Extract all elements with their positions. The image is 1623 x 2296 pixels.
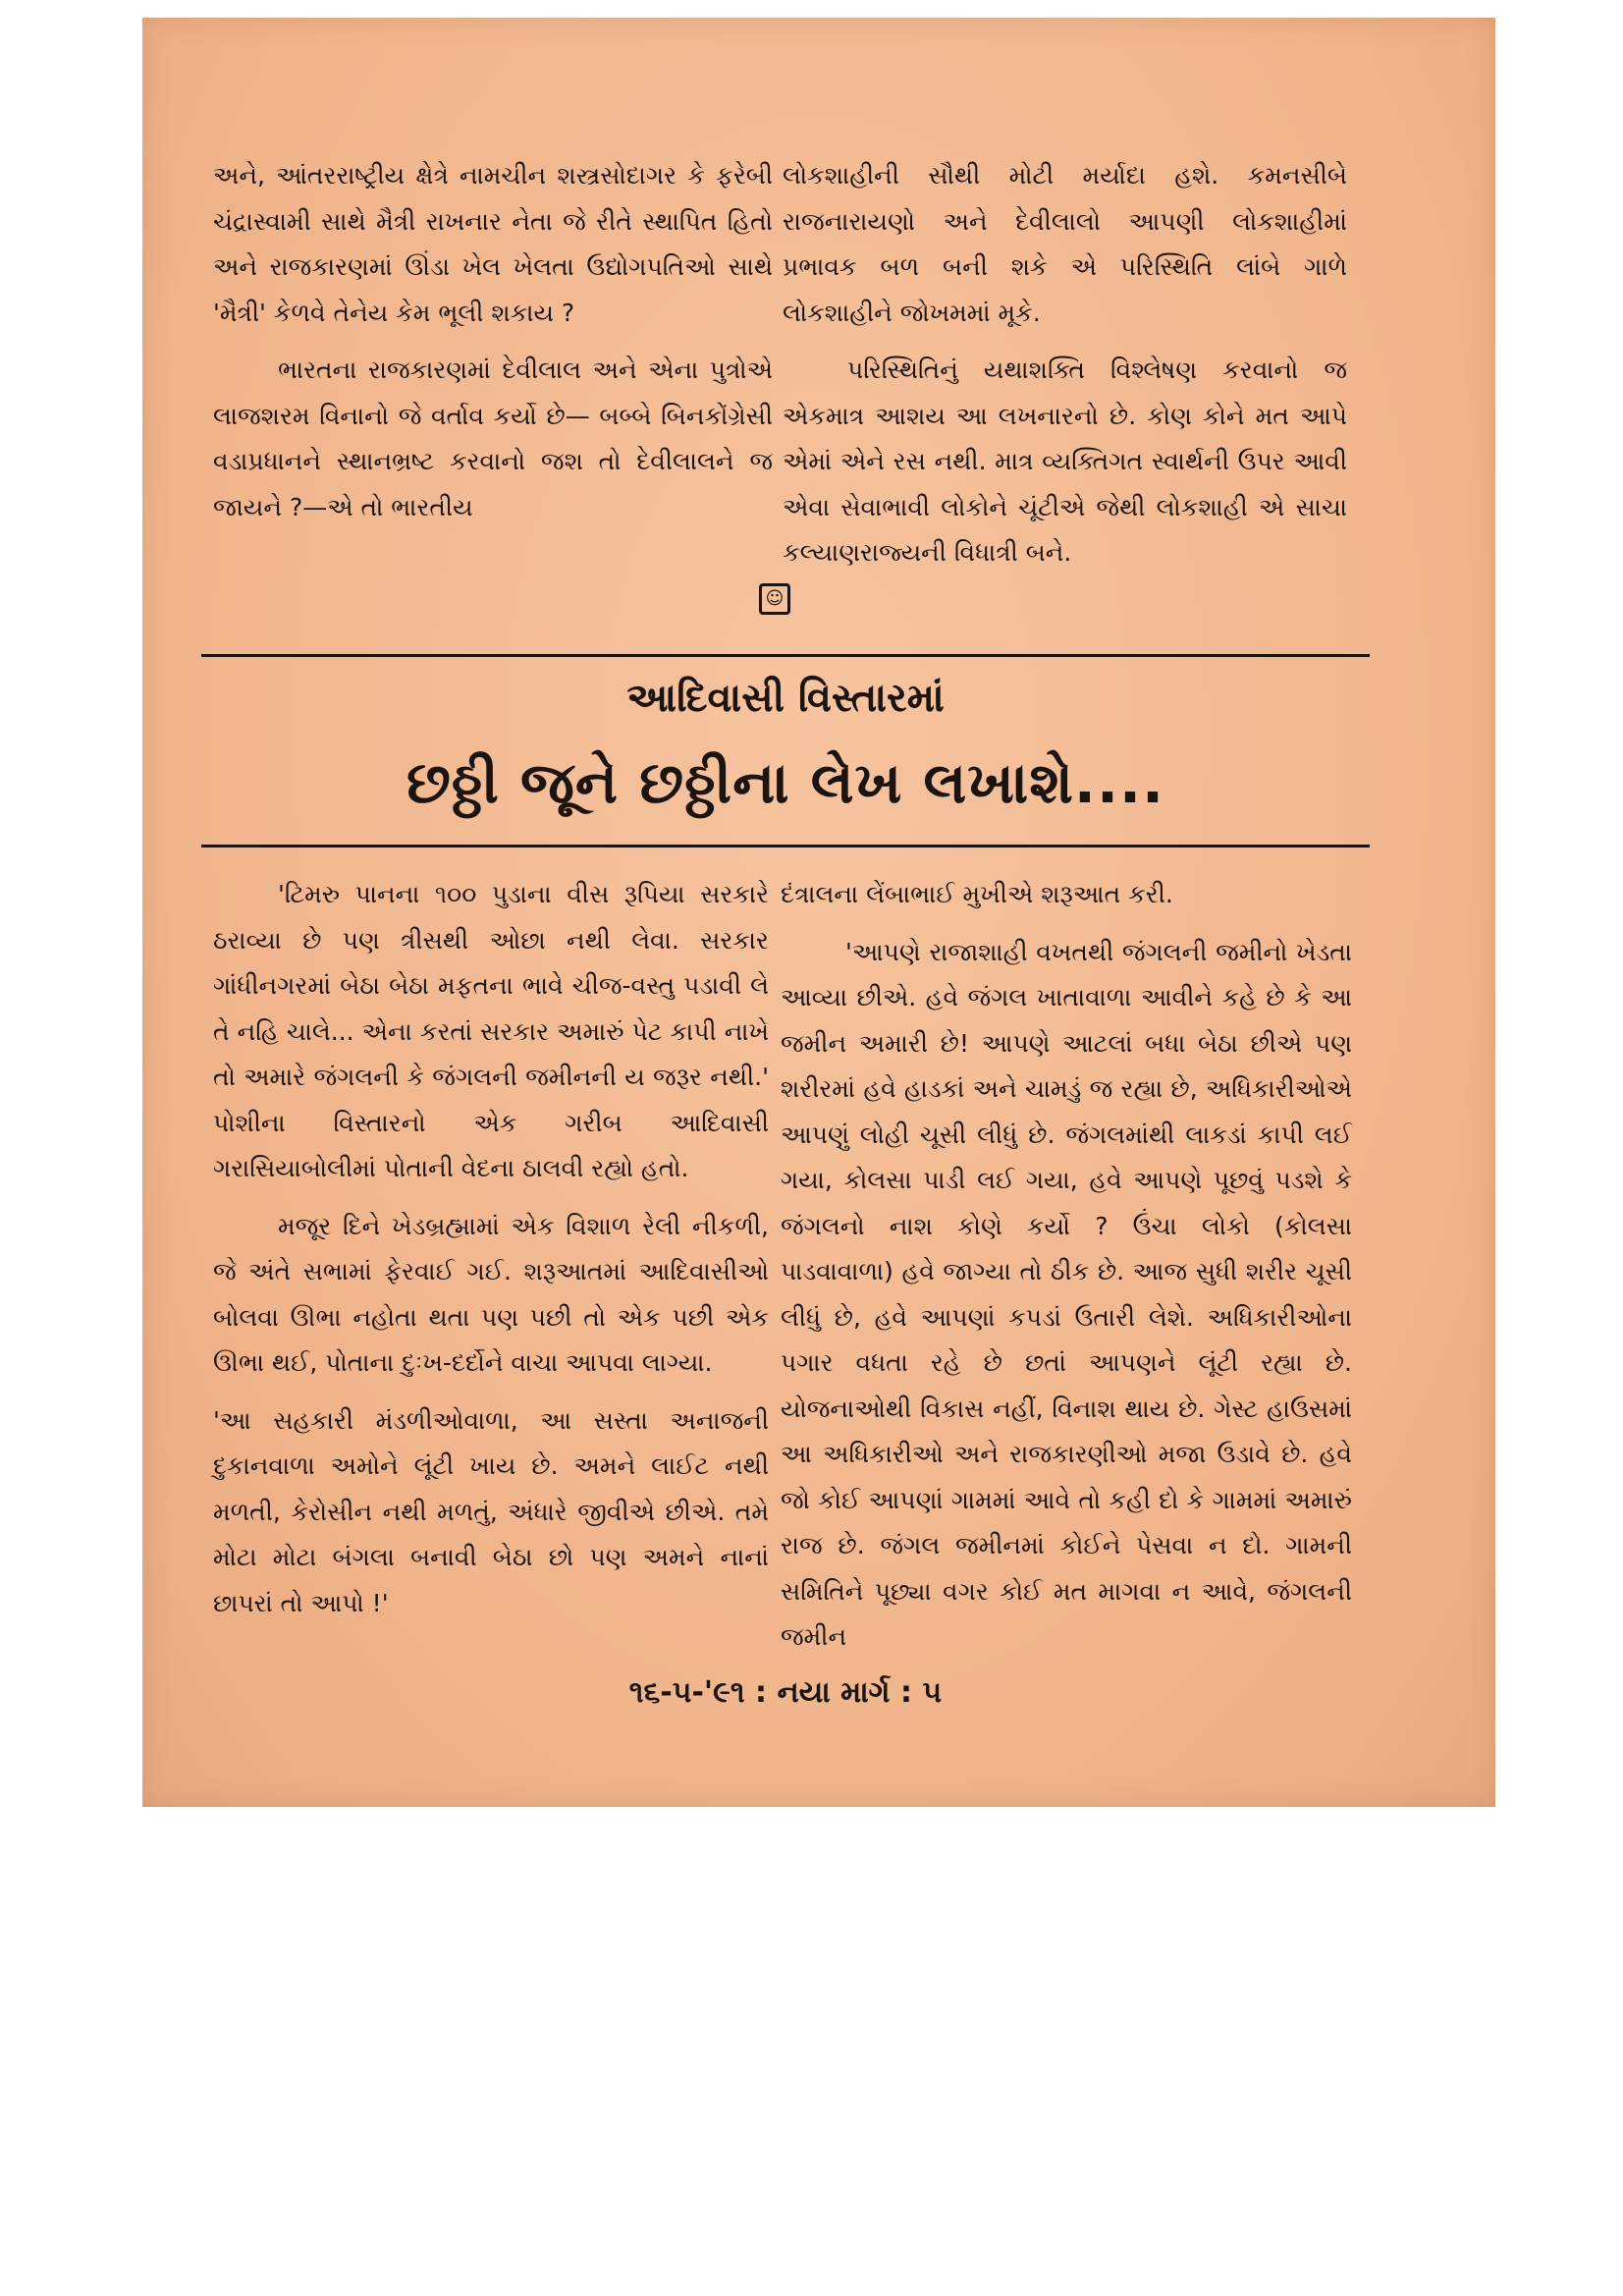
top-article-left-column [213, 153, 773, 542]
headline-divider [201, 845, 1370, 847]
top-article-right-column [783, 153, 1347, 588]
bottom-article-right-column [781, 872, 1352, 1672]
paragraph: દંત્રાલના લેંબાભાઈ મુખીએ શરૂઆત કરી. [781, 880, 1173, 908]
paragraph: 'આ સહકારી મંડળીઓવાળા, આ સસ્તા અનાજની દુકાનવાળા અમોને લૂંટી ખાય છે. અમને લાઈટ નથી મળતી, કેરોસીન નથી મળતું, અંધારે જીવીએ છીએ. તમે મોટા મોટા બંગલા બનાવી બેઠા છો પણ અમને નાનાં છાપરાં તો આપો !' [213, 1405, 769, 1617]
article-headline: છઠ્ઠી જૂને છઠ્ઠીના લેખ લખાશે.... [406, 749, 1165, 816]
paragraph: 'આપણે રાજાશાહી વખતથી જંગલની જમીનો ખેડતા આવ્યા છીએ. હવે જંગલ ખાતાવાળા આવીને કહે છે કે આ જમીન અમારી છે! આપણે આટલાં બધા બેઠા છીએ પણ શરીરમાં હવે હાડકાં અને ચામડું જ રહ્યા છે, અધિકારીઓએ આપણું લોહી ચૂસી લીધું છે. જંગલમાંથી લાકડાં કાપી લઈ ગયા, કોલસા પાડી લઈ ગયા, હવે આપણે પૂછવું પડશે કે જંગલનો નાશ કોણે કર્યો ? ઉંચા લોકો (કોલસા પાડવાવાળા) હવે જાગ્યા તો ઠીક છે. આજ સુધી શરીર ચૂસી લીધું છે, હવે આપણાં કપડાં ઉતારી લેશે. અધિકારીઓના પગાર વધતા રહે છે છતાં આપણને લૂંટી રહ્યા છે. યોજનાઓથી વિકાસ નહીં, વિનાશ થાય છે. ગેસ્ટ હાઉસમાં આ અધિકારીઓ અને રાજકારણીઓ મજા ઉડાવે છે. હવે જો કોઈ આપણાં ગામમાં આવે તો કહી દો કે ગામમાં અમારું રાજ છે. જંગલ જમીનમાં કોઈને પેસવા ન દો. ગામની સમિતિને પૂછ્યા વગર કોઈ મત માગવા ન આવે, જંગલની જમીન [781, 937, 1352, 1651]
article-kicker: આદિવાસી વિસ્તારમાં [626, 676, 945, 721]
paragraph: પરિસ્થિતિનું યથાશક્તિ વિશ્લેષણ કરવાનો જ એકમાત્ર આશય આ લખનારનો છે. કોણ કોને મત આપે એમાં એને રસ નથી. માત્ર વ્યક્તિગત સ્વાર્થની ઉપર આવી એવા સેવાભાવી લોકોને ચૂંટીએ જેથી લોકશાહી એ સાચા કલ્યાણરાજ્યની વિધાત્રી બને. [783, 355, 1347, 567]
paragraph: મજૂર દિને ખેડબ્રહ્મામાં એક વિશાળ રેલી નીકળી, જે અંતે સભામાં ફેરવાઈ ગઈ. શરૂઆતમાં આદિવાસીઓ બોલવા ઊભા નહોતા થતા પણ પછી તો એક પછી એક ઊભા થઈ, પોતાના દુઃખ-દર્દોને વાચા આપવા લાગ્યા. [213, 1211, 769, 1377]
magazine-page [142, 18, 1495, 1807]
paragraph: ભારતના રાજકારણમાં દેવીલાલ અને એના પુત્રોએ લાજશરમ વિનાનો જે વર્તાવ કર્યો છે— બબ્બે બિનકોંગ્રેસી વડાપ્રધાનને સ્થાનભ્રષ્ટ કરવાનો જશ તો દેવીલાલને જ જાયને ?—એ તો ભારતીય [213, 355, 773, 521]
page-footer: ૧૬-૫-'૯૧ : નયા માર્ગ : ૫ [628, 1675, 943, 1710]
end-of-article-ornament-icon: ☺ [759, 583, 790, 615]
section-divider [201, 654, 1370, 657]
paragraph: 'ટિમરુ પાનના ૧૦૦ પુડાના વીસ રૂપિયા સરકારે ઠરાવ્યા છે પણ ત્રીસથી ઓછા નથી લેવા. સરકાર ગાંધીનગરમાં બેઠા બેઠા મફતના ભાવે ચીજ-વસ્તુ પડાવી લે તે નહિ ચાલે... એના કરતાં સરકાર અમારું પેટ કાપી નાખે તો અમારે જંગલની કે જંગલની જમીનની ય જરૂર નથી.' પોશીના વિસ્તારનો એક ગરીબ આદિવાસી ગરાસિયાબોલીમાં પોતાની વેદના ઠાલવી રહ્યો હતો. [213, 880, 769, 1182]
paragraph: અને, આંતરરાષ્ટ્રીય ક્ષેત્રે નામચીન શસ્ત્રસોદાગર કે ફરેબી ચંદ્રાસ્વામી સાથે મૈત્રી રાખનાર નેતા જે રીતે સ્થાપિત હિતો અને રાજકારણમાં ઊંડા ખેલ ખેલતા ઉદ્યોગપતિઓ સાથે 'મૈત્રી' કેળવે તેનેય કેમ ભૂલી શકાય ? [213, 161, 773, 327]
bottom-article-left-column [213, 872, 769, 1638]
paragraph: લોકશાહીની સૌથી મોટી મર્યાદા હશે. કમનસીબે રાજનારાયણો અને દેવીલાલો આપણી લોકશાહીમાં પ્રભાવક બળ બની શકે એ પરિસ્થિતિ લાંબે ગાળે લોકશાહીને જોખમમાં મૂકે. [783, 161, 1347, 327]
